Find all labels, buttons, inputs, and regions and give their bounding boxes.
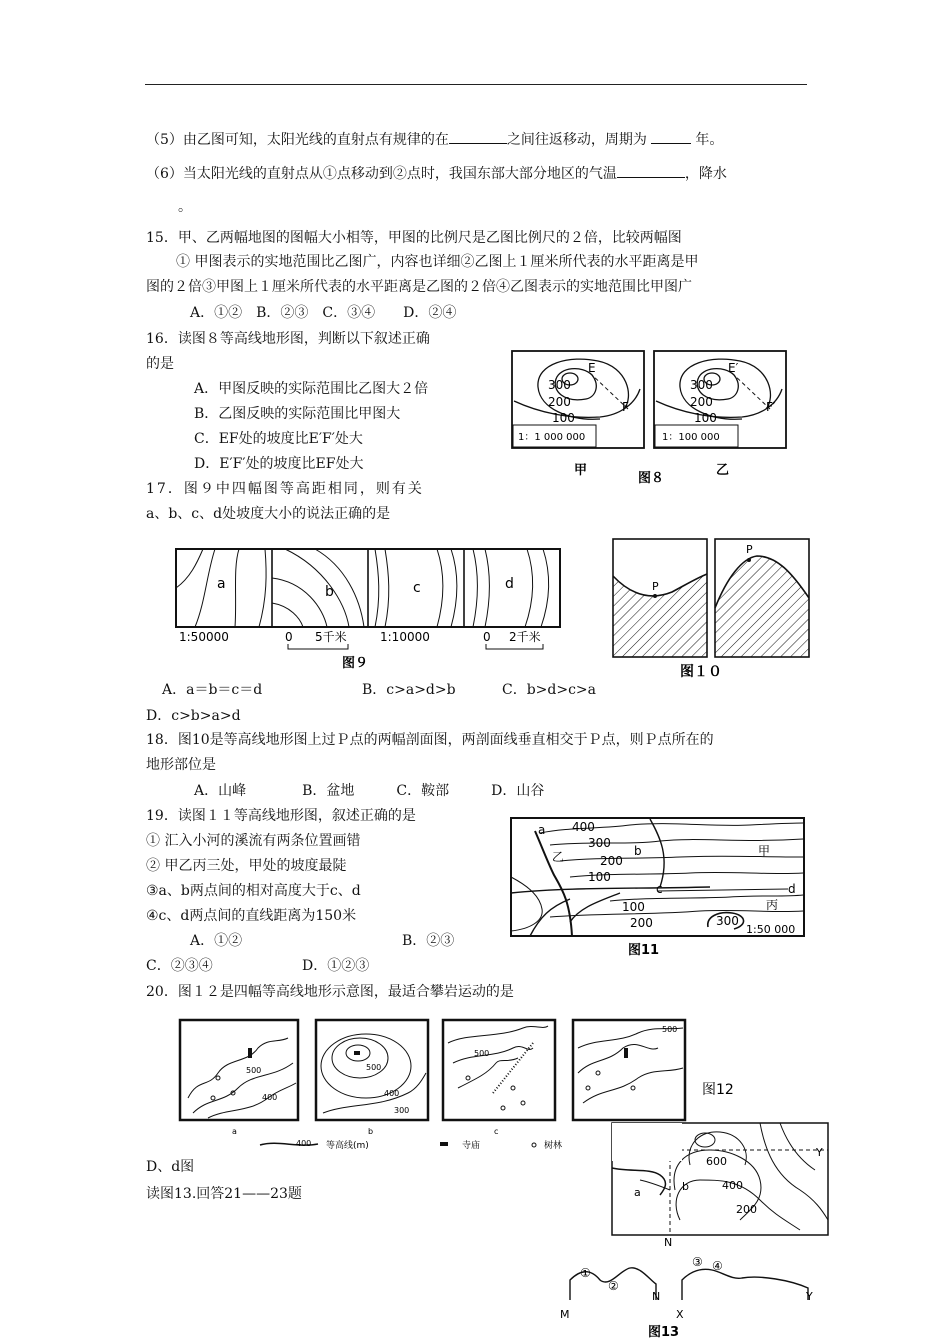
- fig11-a: a: [538, 823, 546, 837]
- fig11-bing: 丙: [766, 898, 779, 912]
- q16-opt-d: D．E′F′处的坡度比EF处大: [194, 456, 364, 472]
- q17-opt-b: B．c>a>d>b: [362, 682, 456, 698]
- fig13-400: 400: [722, 1179, 743, 1192]
- fig12-legend-temple: 寺庙: [462, 1141, 481, 1151]
- fig8-right-300: 300: [690, 378, 713, 392]
- q16-opt-a: A．甲图反映的实际范围比乙图大２倍: [194, 381, 429, 397]
- blank[interactable]: [617, 163, 685, 178]
- fig10-left-p: P: [652, 580, 659, 593]
- fig13-m: M: [560, 1308, 570, 1321]
- q14-p6-text-a: （6）当太阳光线的直射点从①点移动到②点时，我国东部大部分地区的气温: [146, 166, 617, 182]
- fig11-b: b: [634, 844, 642, 858]
- fig12-legend-400: 400: [296, 1139, 312, 1148]
- fig8-left-scale: 1：1 000 000: [518, 432, 586, 443]
- q19-opt-d: D．①②③: [302, 958, 370, 974]
- q14-p5-text-c: 年。: [695, 132, 724, 148]
- fig8-left-200: 200: [548, 395, 571, 409]
- fig8-left-100: 100: [552, 411, 575, 425]
- fig12-label-a: a: [232, 1127, 237, 1136]
- fig9-scale-3: 1:10000: [380, 630, 430, 644]
- fig12-a-400: 400: [262, 1093, 278, 1102]
- q19-s4: ④c、d两点间的直线距离为150米: [146, 908, 357, 924]
- q19-s2: ② 甲乙丙三处，甲处的坡度最陡: [146, 858, 347, 874]
- fig11-300: 300: [588, 836, 611, 850]
- fig12-label-b: b: [368, 1127, 374, 1136]
- fig12-legend-contour: 等高线(m): [326, 1141, 369, 1151]
- fig9-d: d: [505, 576, 514, 592]
- fig12-b-400: 400: [384, 1089, 400, 1098]
- q19-opt-a: A．①②: [190, 933, 243, 949]
- q18-options: A．山峰 B．盆地 C．鞍部 D．山谷: [194, 783, 545, 799]
- fig12-d-500: 500: [662, 1025, 678, 1034]
- fig13-p2: ②: [608, 1279, 619, 1293]
- fig8-label-yi: 乙: [716, 463, 730, 478]
- fig11-200: 200: [600, 854, 623, 868]
- fig11-100b: 100: [622, 900, 645, 914]
- fig13-a: a: [634, 1186, 641, 1199]
- fig12-c-500: 500: [474, 1049, 490, 1058]
- fig9-scale-4: 2千米: [509, 630, 541, 644]
- fig12-a-500: 500: [246, 1066, 262, 1075]
- fig8-caption: 图８: [638, 471, 665, 486]
- figure-8: [510, 349, 790, 489]
- fig13-600: 600: [706, 1155, 727, 1168]
- fig13-p4: ④: [712, 1259, 723, 1273]
- fig12-caption: 图12: [702, 1082, 734, 1098]
- q18-stem1: 18．图10是等高线地形图上过Ｐ点的两幅剖面图，两剖面线垂直相交于Ｐ点，则Ｐ点所在的: [146, 732, 714, 748]
- fig9-caption: 图９: [342, 656, 369, 671]
- q17-opt-c: C．b>d>c>a: [502, 682, 597, 698]
- fig11-scale: 1:50 000: [746, 923, 796, 936]
- fig8-right-100: 100: [694, 411, 717, 425]
- fig13-200: 200: [736, 1203, 757, 1216]
- q15-line3: 图的２倍③甲图上１厘米所代表的水平距离是乙图的２倍④乙图表示的实地范围比甲图广: [146, 279, 692, 295]
- fig11-caption: 图11: [628, 943, 660, 958]
- header-rule: [145, 84, 807, 85]
- fig9-scale-2: 5千米: [315, 630, 347, 644]
- q17-stem1: 17．图９中四幅图等高距相同，则有关: [146, 481, 424, 497]
- fig11-300b: 300: [716, 914, 739, 928]
- q14-p6-text-b: ，降水: [684, 166, 727, 182]
- fig13-p3: ③: [692, 1255, 703, 1269]
- fig11-c: c: [656, 882, 663, 896]
- fig13-x: X: [676, 1308, 684, 1321]
- q20-stem: 20．图１２是四幅等高线地形示意图，最适合攀岩运动的是: [146, 984, 514, 1000]
- fig12-b-300: 300: [394, 1106, 410, 1115]
- fig13-n-top: N: [664, 1236, 673, 1249]
- q16-opt-c: C．EF处的坡度比E′F′处大: [194, 431, 363, 447]
- q17-stem2: a、b、c、d处坡度大小的说法正确的是: [146, 506, 391, 522]
- fig9-b: b: [325, 584, 334, 600]
- q19-opt-c: C．②③④: [146, 958, 213, 974]
- q16-stem1: 16．读图８等高线地形图，判断以下叙述正确: [146, 331, 430, 347]
- q19-s1: ① 汇入小河的溪流有两条位置画错: [146, 833, 361, 849]
- fig13-caption: 图13: [648, 1325, 680, 1340]
- fig11-d: d: [788, 882, 796, 896]
- q19-stem: 19．读图１１等高线地形图，叙述正确的是: [146, 808, 416, 824]
- figure-10: [612, 538, 812, 683]
- q16-opt-b: B．乙图反映的实际范围比甲图大: [194, 406, 401, 422]
- q16-stem2: 的是: [146, 356, 174, 372]
- fig9-scale-4-zero: 0: [483, 630, 491, 644]
- figure-13: [560, 1120, 830, 1344]
- fig13-b: b: [682, 1180, 689, 1193]
- fig9-a: a: [217, 576, 226, 592]
- fig12-b-500: 500: [366, 1063, 382, 1072]
- fig13-n-bottom: N: [652, 1290, 661, 1303]
- fig8-left-f: F: [622, 400, 629, 414]
- q15-stem: 15．甲、乙两幅地图的图幅大小相等，甲图的比例尺是乙图比例尺的２倍，比较两幅图: [146, 230, 682, 246]
- q14-part5: [146, 129, 723, 149]
- fig8-label-jia: 甲: [574, 463, 588, 478]
- fig11-400: 400: [572, 820, 595, 834]
- fig13-p1: ①: [580, 1266, 591, 1280]
- fig9-c: c: [413, 580, 421, 596]
- fig12-label-c: c: [494, 1127, 499, 1136]
- q17-opt-d: D．c>b>a>d: [146, 708, 241, 724]
- blank[interactable]: [449, 129, 507, 144]
- fig10-caption: 图１０: [680, 664, 722, 680]
- q20-option-d: D、d图: [146, 1159, 195, 1175]
- fig9-scale-1: 1:50000: [179, 630, 229, 644]
- fig11-100: 100: [588, 870, 611, 884]
- fig8-right-e: E′: [728, 361, 739, 375]
- q19-s3: ③a、b两点间的相对高度大于c、d: [146, 883, 361, 899]
- q15-options: A．①② B．②③ C．③④ D．②④: [190, 305, 457, 321]
- q14-p5-text-b: 之间往返移动，周期为: [506, 132, 647, 148]
- fig11-yi: 乙: [552, 850, 565, 864]
- figure-11: [510, 817, 806, 962]
- q14-part6: [146, 163, 727, 183]
- fig13-y-bottom: Y: [806, 1290, 813, 1303]
- fig8-right-scale: 1：100 000: [662, 432, 720, 443]
- q14-p5-text-a: （5）由乙图可知，太阳光线的直射点有规律的在: [146, 132, 449, 148]
- read-fig13: 读图13.回答21——23题: [146, 1186, 302, 1202]
- figure-9: [175, 548, 565, 673]
- fig12-legend-forest: 树林: [544, 1141, 563, 1151]
- fig8-left-e: E: [588, 361, 596, 375]
- q18-stem2: 地形部位是: [146, 757, 216, 773]
- fig11-jia: 甲: [758, 844, 771, 858]
- fig8-right-200: 200: [690, 395, 713, 409]
- fig8-right-f: F′: [766, 400, 776, 414]
- fig9-scale-2-zero: 0: [285, 630, 293, 644]
- q14-p6-end: 。: [178, 199, 192, 215]
- q15-line2: ① 甲图表示的实地范围比乙图广，内容也详细②乙图上１厘米所代表的水平距离是甲: [176, 254, 699, 270]
- q17-opt-a: A．a＝b＝c＝d: [162, 682, 263, 698]
- fig8-left-300: 300: [548, 378, 571, 392]
- q19-opt-b: B．②③: [402, 933, 455, 949]
- fig10-right-p: P: [746, 543, 753, 556]
- fig11-200b: 200: [630, 916, 653, 930]
- fig13-y-top: Y: [816, 1146, 823, 1159]
- blank[interactable]: [651, 129, 691, 144]
